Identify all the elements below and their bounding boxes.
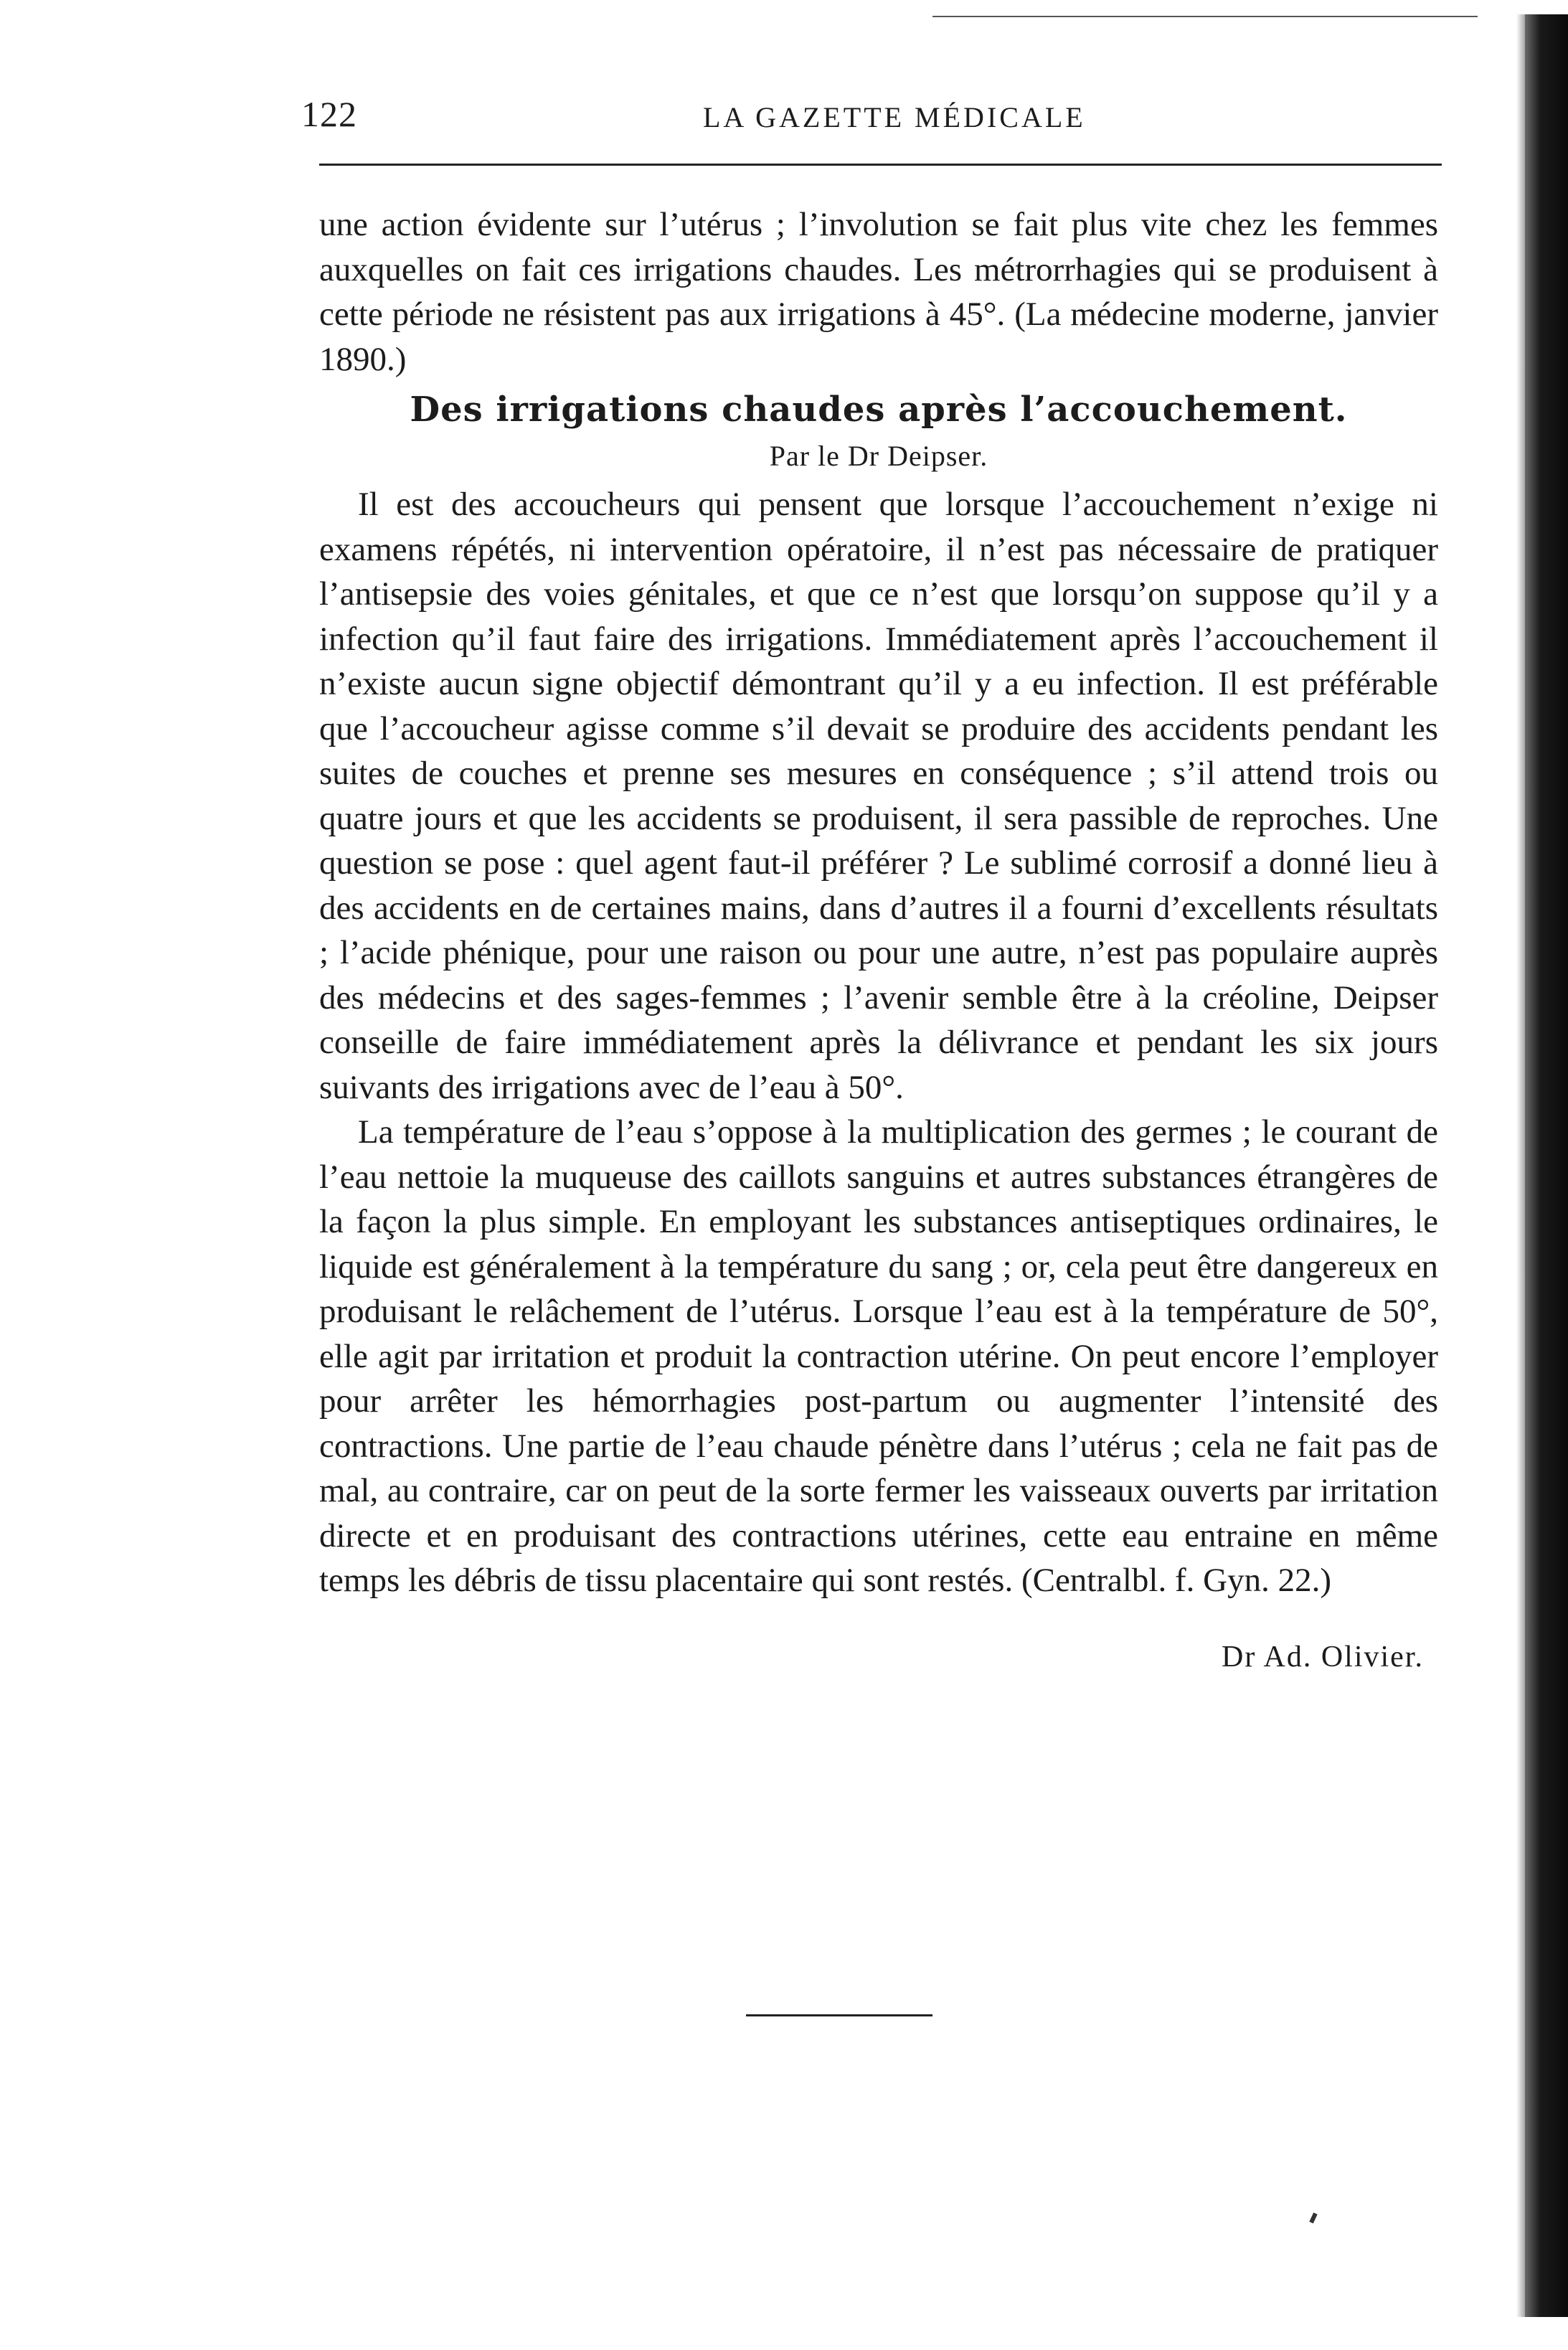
running-title: LA GAZETTE MÉDICALE xyxy=(703,101,1086,133)
article-byline: Par le Dr Deipser. xyxy=(769,440,988,472)
paragraph: Il est des accoucheurs qui pensent que lorsque l’accouchement n’exige ni examens répétés, ni intervention opératoire, il n’est pas nécessaire de pratiquer l’antisepsie des voies génitales, et que ce n’est que lorsqu’on suppose qu’il y a infection qu’il faut faire des irrigations. Immédiatement après l’accouchement il n’existe aucun signe objectif démontrant qu’il y a eu infection. Il est préférable que l’accoucheur agisse comme s’il devait se produire des accidents pendant les suites de couches et prenne ses mesures en conséquence ; s’il attend trois ou quatre jours et que les accidents se produisent, il sera passible de reproches. Une question se pose : quel agent faut-il préférer ? Le sublimé corrosif a donné lieu à des accidents en de certaines mains, dans d’autres il a fourni d’excellents résultats ; l’acide phénique, pour une raison ou pour une autre, n’est pas populaire auprès des médecins et des sages-femmes ; l’avenir semble être à la créoline, Deipser conseille de faire immédiatement après la délivrance et pendant les six jours suivants des irrigations avec de l’eau à 50°. xyxy=(319,486,1438,1106)
binding-edge xyxy=(1525,14,1568,2317)
scan-top-edge xyxy=(932,16,1478,17)
header-rule xyxy=(319,164,1442,166)
paragraph: La température de l’eau s’oppose à la multiplication des germes ; le courant de l’eau nettoie la muqueuse des caillots sanguins et autres substances étrangères de la façon la plus simple. En employant les substances antiseptiques ordinaires, le liquide est généralement à la température du sang ; or, cela peut être dangereux en produisant le relâchement de l’utérus. Lorsque l’eau est à la température de 50°, elle agit par irritation et produit la contraction utérine. On peut encore l’employer pour arrêter les hémorrhagies post-partum ou augmenter l’intensité des contractions. Une partie de l’eau chaude pénètre dans l’utérus ; cela ne fait pas de mal, au contraire, car on peut de la sorte fermer les vaisseaux ouverts par irritation directe et en produisant des contractions utérines, cette eau entraine en même temps les débris de tissu placentaire qui sont restés. (Centralbl. f. Gyn. 22.) xyxy=(319,1113,1438,1599)
article-title: Des irrigations chaudes après l’accouchement. xyxy=(410,390,1348,430)
binding-shadow xyxy=(1516,14,1525,2317)
page-number: 122 xyxy=(301,94,357,134)
paragraph-continued: une action évidente sur l’utérus ; l’involution se fait plus vite chez les femmes auxquelles on fait ces irrigations chaudes. Les métrorrhagies qui se produisent à cette période ne résistent pas aux irrigations à 45°. (La médecine moderne, janvier 1890.) xyxy=(319,206,1438,378)
ink-mark xyxy=(1309,2212,1317,2223)
author-signature: Dr Ad. Olivier. xyxy=(1222,1640,1424,1674)
closing-rule xyxy=(746,2014,932,2016)
article-body xyxy=(319,202,1438,1679)
page-header xyxy=(301,93,1420,136)
